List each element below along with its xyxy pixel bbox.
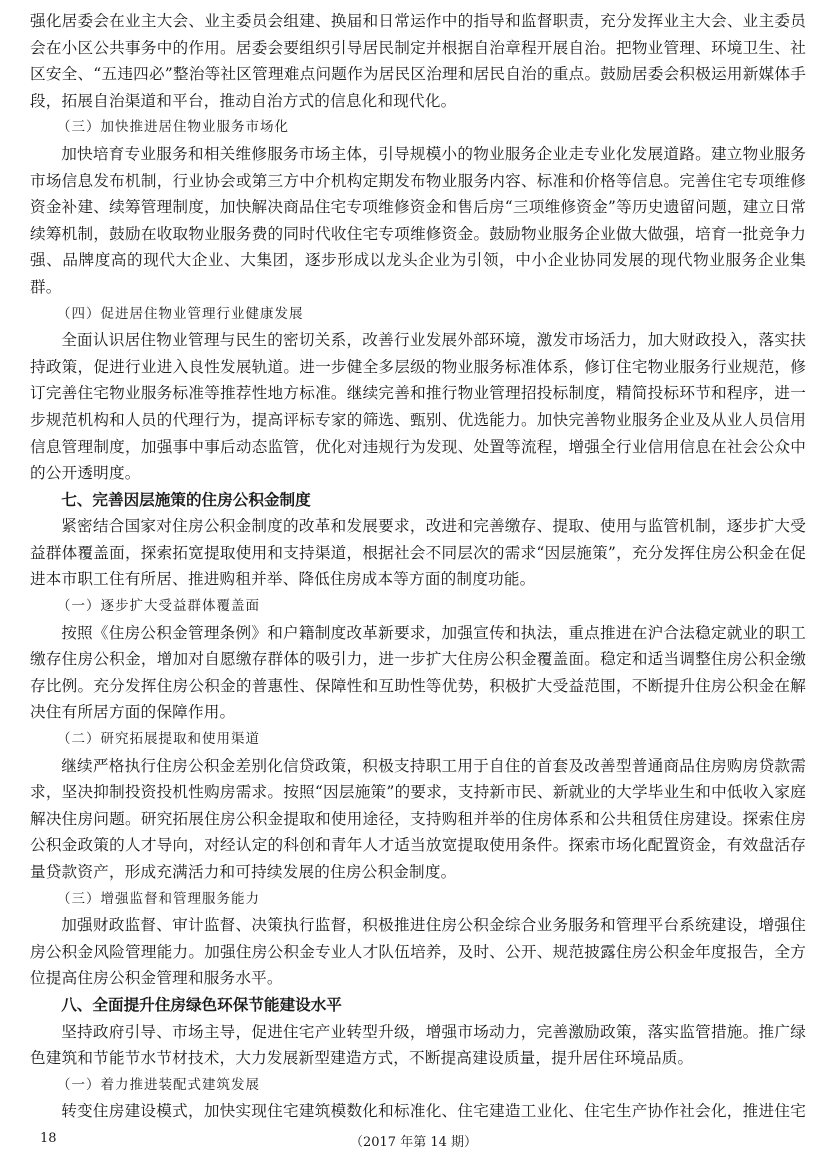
paragraph: 坚持政府引导、市场主导，促进住宅产业转型升级，增强市场动力，完善激励政策，落实监管措施。推广绿色建筑和节能节水节材技术，大力发展新型建造方式，不断提高建设质量，提升居住环境品质。 <box>30 1022 806 1068</box>
page-number: 18 <box>40 1131 57 1146</box>
subsection-heading: （四）促进居住物业管理行业健康发展 <box>57 305 304 322</box>
paragraph: 加强财政监督、审计监督、决策执行监督，积极推进住房公积金综合业务服务和管理平台系统建设，增强住房公积金风险管理能力。加强住房公积金专业人才队伍培养，及时、公开、规范披露住房公积金年度报告，全方位提高住房公积金管理和服务水平。 <box>30 916 806 988</box>
page-footer <box>0 1131 827 1151</box>
paragraph: 转变住房建设模式，加快实现住宅建筑模数化和标准化、住宅建造工业化、住宅生产协作社会化，推进住宅 <box>61 1102 806 1121</box>
subsection-heading: （三）加快推进居住物业服务市场化 <box>57 119 289 136</box>
subsection-heading: （三）增强监督和管理服务能力 <box>57 890 260 907</box>
paragraph: 全面认识居住物业管理与民生的密切关系，改善行业发展外部环境，激发市场活力，加大财政投入，落实扶持政策，促进行业进入良性发展轨道。进一步健全多层级的物业服务标准体系，修订住宅物业服务行业规范，修订完善住宅物业服务标准等推荐性地方标准。继续完善和推行物业管理招投标制度，精简投标环节和程序，进一步规范机构和人员的代理行为，提高评标专家的筛选、甄别、优选能力。加快完善物业服务企业及从业人员信用信息管理制度，加强事中事后动态监管，优化对违规行为发现、处置等流程，增强全行业信用信息在社会公众中的公开透明度。 <box>30 331 806 483</box>
section-heading: 七、完善因层施策的住房公积金制度 <box>61 490 311 509</box>
paragraph: 按照《住房公积金管理条例》和户籍制度改革新要求，加强宣传和执法，重点推进在沪合法稳定就业的职工缴存住房公积金，增加对自愿缴存群体的吸引力，进一步扩大住房公积金覆盖面。稳定和适当调整住房公积金缴存比例。充分发挥住房公积金的普惠性、保障性和互助性等优势，积极扩大受益范围，不断提升住房公积金在解决住有所居方面的保障作用。 <box>30 623 806 722</box>
paragraph: 强化居委会在业主大会、业主委员会组建、换届和日常运作中的指导和监督职责，充分发挥业主大会、业主委员会在小区公共事务中的作用。居委会要组织引导居民制定并根据自治章程开展自治。把物业管理、环境卫生、社区安全、“五违四必”整治等社区管理难点问题作为居民区治理和居民自治的重点。鼓励居委会积极运用新媒体手段，拓展自治渠道和平台，推动自治方式的信息化和现代化。 <box>30 12 806 110</box>
paragraph: 继续严格执行住房公积金差别化信贷政策，积极支持职工用于自住的首套及改善型普通商品住房购房贷款需求，坚决抑制投资投机性购房需求。按照“因层施策”的要求，支持新市民、新就业的大学毕业生和中低收入家庭解决住房问题。研究拓展住房公积金提取和使用途径，支持购租并举的住房体系和公共租赁住房建设。探索住房公积金政策的人才导向，对经认定的科创和青年人才适当放宽提取使用条件。探索市场化配置资金，有效盘活存量贷款资产，形成充满活力和可持续发展的住房公积金制度。 <box>30 756 806 881</box>
document-page <box>30 8 806 1128</box>
subsection-heading: （二）研究拓展提取和使用渠道 <box>57 731 260 748</box>
issue-label: （2017 年第 14 期） <box>349 1135 478 1150</box>
subsection-heading: （一）着力推进装配式建筑发展 <box>57 1076 260 1093</box>
subsection-heading: （一）逐步扩大受益群体覆盖面 <box>57 598 260 615</box>
paragraph: 加快培育专业服务和相关维修服务市场主体，引导规模小的物业服务企业走专业化发展道路。建立物业服务市场信息发布机制，行业协会或第三方中介机构定期发布物业服务内容、标准和价格等信息。完善住宅专项维修资金补建、续筹管理制度，加快解决商品住宅专项维修资金和售后房“三项维修资金”等历史遗留问题，建立日常续筹机制，鼓励在收取物业服务费的同时代收住宅专项维修资金。鼓励物业服务企业做大做强，培育一批竞争力强、品牌度高的现代大企业、大集团，逐步形成以龙头企业为引领，中小企业协同发展的现代物业服务企业集群。 <box>30 144 806 296</box>
paragraph: 紧密结合国家对住房公积金制度的改革和发展要求，改进和完善缴存、提取、使用与监管机制，逐步扩大受益群体覆盖面，探索拓宽提取使用和支持渠道，根据社会不同层次的需求“因层施策”，充分发挥住房公积金在促进本市职工住有所居、推进购租并举、降低住房成本等方面的制度功能。 <box>30 517 806 589</box>
section-heading: 八、全面提升住房绿色环保节能建设水平 <box>61 995 342 1014</box>
